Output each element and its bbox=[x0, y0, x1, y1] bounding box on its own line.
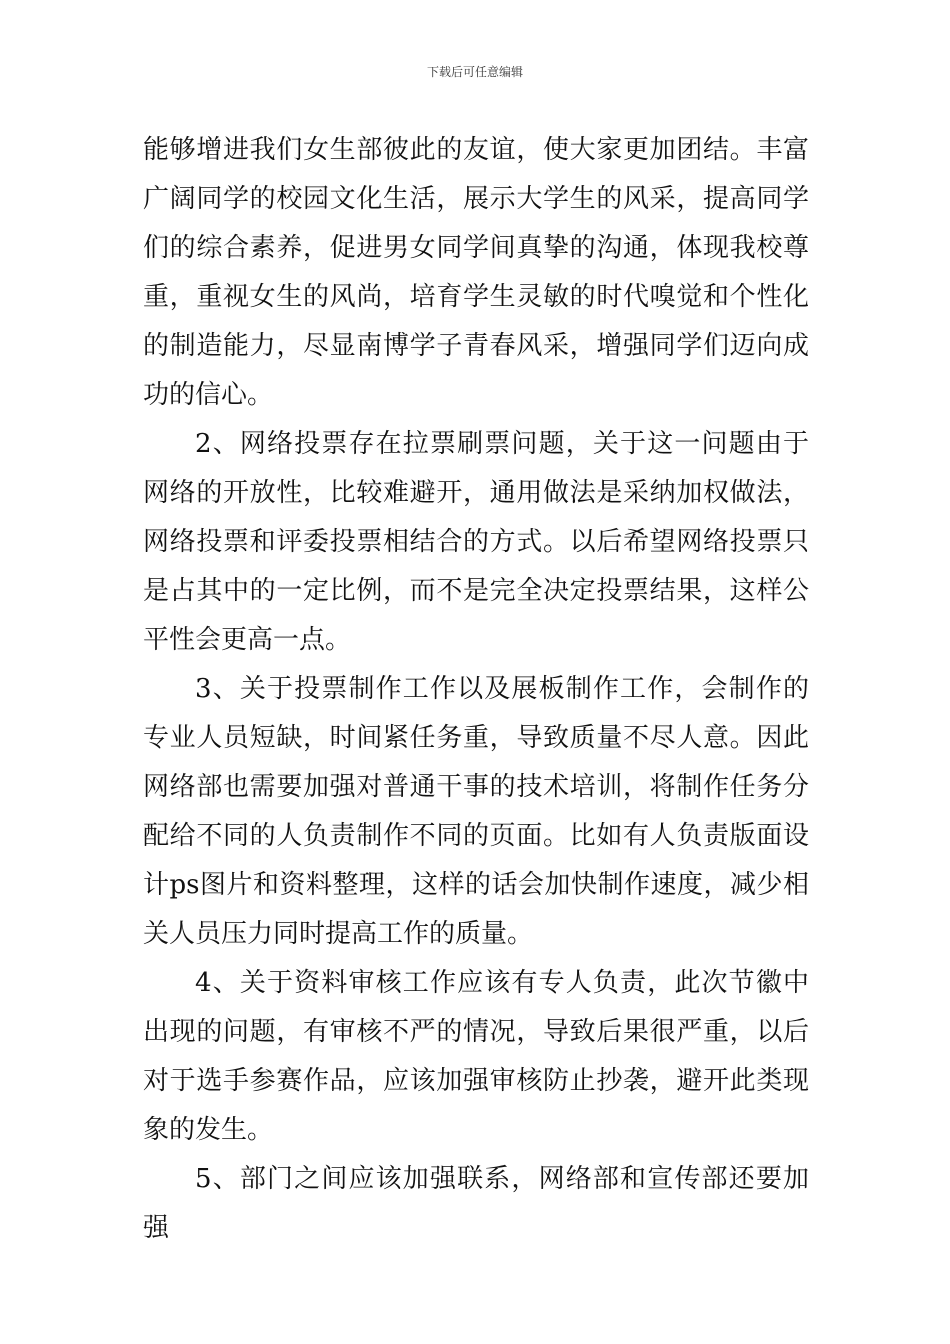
paragraph-item-4: 4、关于资料审核工作应该有专人负责，此次节徽中出现的问题，有审核不严的情况，导致后果很严重，以后对于选手参赛作品，应该加强审核防止抄袭，避开此类现象的发生。 bbox=[143, 968, 809, 1145]
paragraph-item-2: 2、网络投票存在拉票刷票问题，关于这一问题由于网络的开放性，比较难避开，通用做法是采纳加权做法，网络投票和评委投票相结合的方式。以后希望网络投票只是占其中的一定比例，而不是完全决定投票结果，这样公平性会更高一点。 bbox=[143, 429, 809, 655]
paragraph-item-3: 3、关于投票制作工作以及展板制作工作，会制作的专业人员短缺，时间紧任务重，导致质量不尽人意。因此网络部也需要加强对普通干事的技术培训，将制作任务分配给不同的人负责制作不同的页面。比如有人负责版面设计ps图片和资料整理，这样的话会加快制作速度，减少相关人员压力同时提高工作的质量。 bbox=[143, 674, 809, 949]
document-body bbox=[143, 126, 809, 1253]
header-note: 下载后可任意编辑 bbox=[426, 65, 523, 79]
paragraph-continuation: 能够增进我们女生部彼此的友谊，使大家更加团结。丰富广阔同学的校园文化生活，展示大学生的风采，提高同学们的综合素养，促进男女同学间真挚的沟通，体现我校尊重，重视女生的风尚，培育学生灵敏的时代嗅觉和个性化的制造能力，尽显南博学子青春风采，增强同学们迈向成功的信心。 bbox=[143, 135, 809, 410]
paragraph-item-5: 5、部门之间应该加强联系，网络部和宣传部还要加强 bbox=[143, 1164, 809, 1243]
